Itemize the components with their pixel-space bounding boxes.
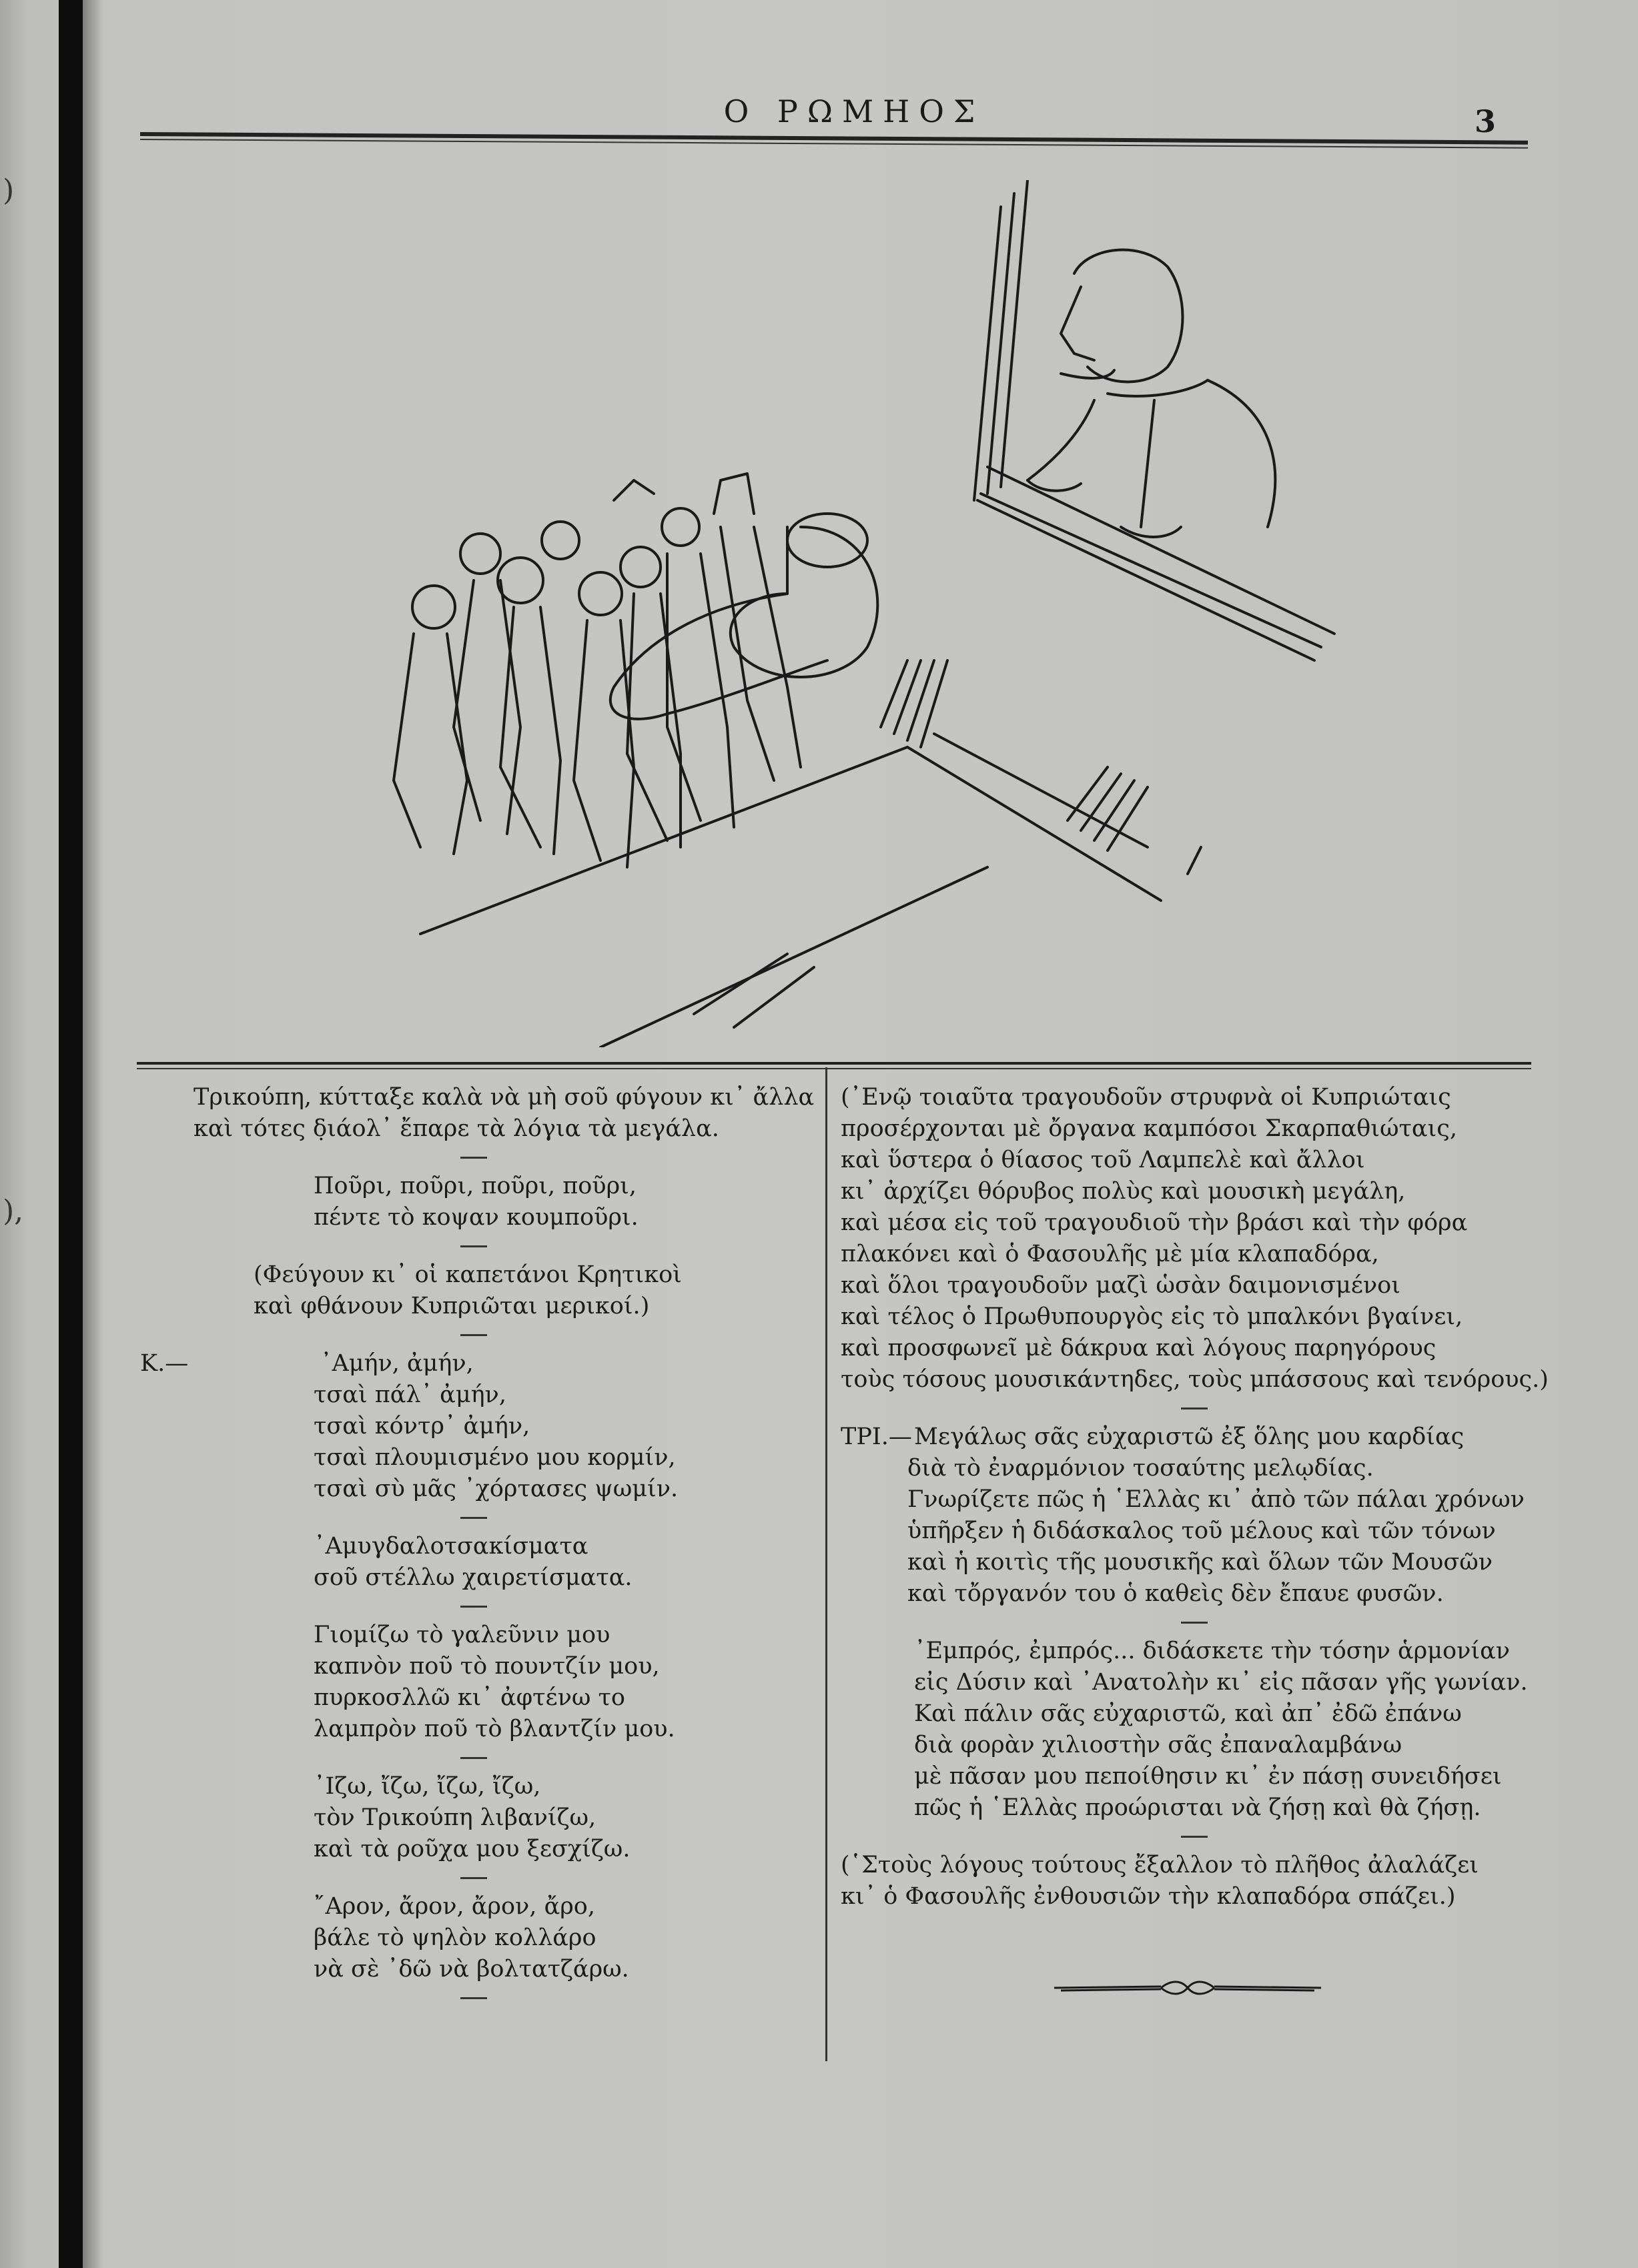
window-frame bbox=[974, 207, 1001, 500]
verse-separator bbox=[460, 1517, 487, 1519]
tuba bbox=[731, 527, 878, 677]
verse-separator bbox=[460, 1757, 487, 1759]
column-divider bbox=[825, 1067, 827, 2061]
stage-direction: κι᾽ ὁ Φασουλῆς ἐνθουσιῶν τὴν κλαπαδόρα σπάζει.) bbox=[841, 1883, 1456, 1910]
margin-marks bbox=[0, 0, 53, 2268]
verse-line: καὶ τότες δ̣ιάολ᾽ ἔπαρε τὰ λόγια τὰ μεγάλα. bbox=[193, 1115, 719, 1142]
verse-line: πῶς ἡ ῾Ελλὰς προώρισται νὰ ζήσῃ καὶ θὰ ζήσῃ. bbox=[914, 1794, 1481, 1821]
verse-line: ᾽Αμυγδαλοτσακίσματα bbox=[314, 1533, 588, 1560]
running-head: Ο ΡΩΜΗΟΣ bbox=[723, 93, 985, 129]
verse-line: σοῦ στέλλω χαιρετίσματα. bbox=[314, 1564, 633, 1591]
stage-direction: τοὺς τόσους μουσικάντηδες, τοὺς μπάσσους καὶ τενόρους.) bbox=[841, 1366, 1549, 1393]
verse-separator bbox=[460, 1334, 487, 1336]
verse-line: ᾽Ιζω, ἴζω, ἴζω, ἴζω, bbox=[314, 1773, 541, 1800]
verse-line: τσαὶ πλουμισμένο μου κορμίν, bbox=[314, 1444, 676, 1471]
stage-direction: καὶ ὅλοι τραγουδοῦν μαζὶ ὡσὰν δαιμονισμένοι bbox=[841, 1272, 1400, 1299]
verse-line: ὑπῆρξεν ἡ διδάσκαλος τοῦ μέλους καὶ τῶν τόνων bbox=[907, 1518, 1496, 1544]
ornament-divider bbox=[1054, 1974, 1321, 2001]
binding-shadow bbox=[83, 0, 103, 2268]
verse-separator bbox=[1181, 1836, 1208, 1838]
verse-line: τὸν Τρικούπη λιβανίζω, bbox=[314, 1804, 596, 1831]
verse-separator bbox=[460, 1245, 487, 1247]
margin-mark: ) bbox=[3, 173, 15, 207]
crowd-figure-body bbox=[394, 634, 467, 854]
stage-direction: καὶ προσφωνεῖ μὲ δάκρυα καὶ λόγους παρηγόρους bbox=[841, 1335, 1437, 1361]
stage-direction: (Φεύγουν κι᾽ οἱ καπετάνοι Κρητικοὶ bbox=[254, 1261, 682, 1288]
left-column bbox=[140, 1082, 814, 2011]
verse-line: ᾽Εμπρός, ἐμπρός... διδάσκετε τὴν τόσην ἁρμονίαν bbox=[914, 1638, 1510, 1664]
stage-direction: (῾Στοὺς λόγους τούτους ἔξαλλον τὸ πλῆθος ἀλαλάζει bbox=[841, 1852, 1479, 1878]
verse-line: Γιομίζω τὸ γαλεῦνιν μου bbox=[314, 1622, 610, 1648]
verse-line: Καὶ πάλιν σᾶς εὐχαριστῶ, καὶ ἀπ᾽ ἐδῶ ἐπάνω bbox=[914, 1700, 1462, 1727]
verse-line: τσαὶ κόντρ᾽ ἀμήν, bbox=[314, 1413, 530, 1440]
stage-direction: πλακόνει καὶ ὁ Φασουλῆς μὲ μία κλαπαδόρα, bbox=[841, 1241, 1379, 1267]
verse-line: Μεγάλως σᾶς εὐχαριστῶ ἐξ ὅλης μου καρδίας bbox=[914, 1424, 1465, 1450]
verse-line: μὲ πᾶσαν μου πεποίθησιν κι᾽ ἐν πάσῃ συνειδήσει bbox=[914, 1763, 1502, 1790]
verse-line: τσαὶ σὺ μᾶς ᾽χόρτασες ψωμίν. bbox=[314, 1476, 679, 1502]
stage-direction: καὶ φθάνουν Κυπριῶται μερικοί.) bbox=[254, 1293, 650, 1319]
cartoon-illustration bbox=[320, 180, 1361, 1047]
stage-direction: προσέρχονται μὲ ὄργανα καμπόσοι Σκαρπαθιώταις, bbox=[841, 1115, 1457, 1142]
floor-line bbox=[420, 747, 907, 934]
verse-line: νὰ σὲ ᾽δῶ νὰ βολτατζάρω. bbox=[314, 1956, 629, 1982]
verse-line: διὰ φορὰν χιλιοστὴν σᾶς ἐπαναλαμβάνω bbox=[914, 1732, 1402, 1758]
verse-separator bbox=[460, 1157, 487, 1159]
stage-direction: (᾽Ενῷ τοιαῦτα τραγουδοῦν στρυφνὰ οἱ Κυπριώταις bbox=[841, 1084, 1451, 1111]
verse-line: διὰ τὸ ἐναρμόνιον τοσαύτης μελῳδίας. bbox=[907, 1455, 1374, 1482]
verse-line: ᾽Αμήν, ἀμήν, bbox=[320, 1350, 474, 1377]
verse-line: Τρικούπη, κύτταξε καλὰ νὰ μὴ σοῦ φύγουν κι᾽ ἄλλα bbox=[193, 1084, 815, 1111]
verse-separator bbox=[460, 1997, 487, 1999]
binding-spine bbox=[59, 0, 83, 2268]
verse-line: Ποῦρι, ποῦρι, ποῦρι, ποῦρι, bbox=[314, 1173, 637, 1199]
verse-line: καὶ τὄργανόν του ὁ καθεὶς δὲν ἔπαυε φυσῶν. bbox=[907, 1580, 1444, 1607]
page-number: 3 bbox=[1475, 103, 1497, 139]
verse-line: τσαὶ πάλ᾽ ἀμήν, bbox=[314, 1381, 506, 1408]
speaker-label: ΤΡΙ.— bbox=[841, 1424, 912, 1450]
verse-line: λαμπρὸν ποῦ τὸ βλαντζίν μου. bbox=[314, 1716, 675, 1742]
verse-line: εἰς Δύσιν καὶ ᾽Ανατολὴν κι᾽ εἰς πᾶσαν γῆς γωνίαν. bbox=[914, 1669, 1528, 1696]
verse-line: πυρκοσλλῶ κι᾽ ἀφτένω το bbox=[314, 1684, 625, 1711]
verse-line: βάλε τὸ ψηλὸν κολλάρο bbox=[314, 1924, 596, 1951]
verse-separator bbox=[1181, 1622, 1208, 1624]
verse-line: ῎Αρον, ἄρον, ἄρον, ἄρο, bbox=[314, 1893, 595, 1920]
stage-direction: καὶ μέσα εἰς τοῦ τραγουδιοῦ τὴν βράσι καὶ τὴν φόρα bbox=[841, 1209, 1468, 1236]
verse-line: καπνὸν ποῦ τὸ πουντζίν μου, bbox=[314, 1653, 660, 1680]
margin-mark: ), bbox=[3, 1194, 24, 1228]
verse-line: Γνωρίζετε πῶς ἡ ῾Ελλὰς κι᾽ ἀπὸ τῶν πάλαι χρόνων bbox=[907, 1486, 1525, 1513]
right-column bbox=[841, 1082, 1549, 1912]
stage-direction: καὶ ὕστερα ὁ θίασος τοῦ Λαμπελὲ καὶ ἄλλοι bbox=[841, 1147, 1365, 1173]
speaker-label: Κ.— bbox=[140, 1350, 189, 1377]
verse-separator bbox=[460, 1606, 487, 1608]
verse-line: πέντε τὸ κοψαν κουμποῦρι. bbox=[314, 1204, 639, 1231]
stage-direction: κι᾽ ἀρχίζει θόρυβος πολὺς καὶ μουσικὴ μεγάλη, bbox=[841, 1178, 1406, 1205]
verse-separator bbox=[460, 1877, 487, 1879]
verse-line: καὶ ἡ κοιτὶς τῆς μουσικῆς καὶ ὅλων τῶν Μουσῶν bbox=[907, 1549, 1493, 1576]
crowd-figure-head bbox=[412, 586, 455, 628]
body-rule-thin bbox=[137, 1068, 1531, 1069]
verse-line: καὶ τὰ ροῦχα μου ξεσχίζω. bbox=[314, 1836, 631, 1862]
body-rule bbox=[137, 1062, 1531, 1065]
stage-direction: καὶ τέλος ὁ Πρωθυπουργὸς εἰς τὸ μπαλκόνι βγαίνει, bbox=[841, 1303, 1463, 1330]
verse-separator bbox=[1181, 1407, 1208, 1409]
politician-head bbox=[1074, 250, 1183, 382]
